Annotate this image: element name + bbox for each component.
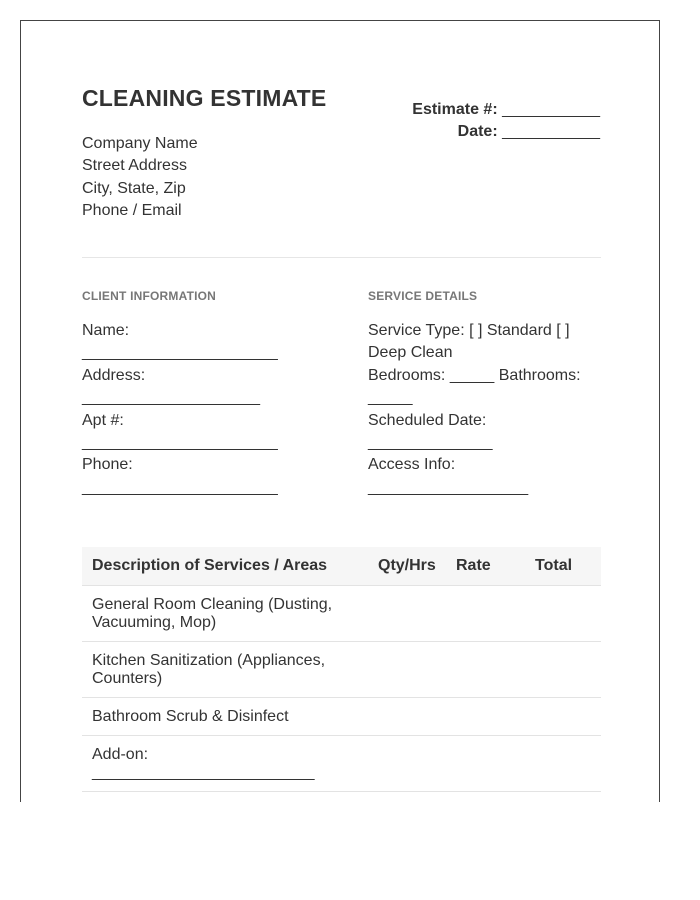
header-divider — [82, 257, 601, 258]
estimate-number-row — [412, 99, 600, 121]
scheduled-date-field: Scheduled Date: ______________ — [368, 411, 493, 452]
date-blank: ___________ — [502, 123, 600, 140]
row-rate — [446, 736, 525, 792]
row-qty — [368, 736, 446, 792]
services-table — [82, 547, 601, 792]
row-total — [525, 642, 601, 698]
row-rate — [446, 642, 525, 698]
client-info-fields — [82, 320, 314, 499]
row-total — [525, 586, 601, 642]
company-contact: Phone / Email — [82, 202, 182, 220]
table-row — [82, 586, 601, 642]
row-rate — [446, 586, 525, 642]
table-row — [82, 698, 601, 736]
row-rate — [446, 698, 525, 736]
table-row — [82, 642, 601, 698]
row-qty — [368, 642, 446, 698]
table-header-row — [82, 547, 601, 586]
client-info-heading: CLIENT INFORMATION — [82, 289, 217, 303]
row-qty — [368, 698, 446, 736]
header-description: Description of Services / Areas — [82, 547, 368, 586]
client-name-field: Name: ______________________ — [82, 322, 278, 362]
client-address-field: Address: ____________________ — [82, 366, 260, 407]
row-description: Kitchen Sanitization (Appliances, Counters) — [82, 642, 368, 698]
header-qty-hrs: Qty/Hrs — [368, 547, 446, 586]
row-description: Bathroom Scrub & Disinfect — [82, 698, 368, 736]
header-rate: Rate — [446, 547, 525, 586]
client-apt-field: Apt #: ______________________ — [82, 411, 278, 452]
estimate-sheet — [20, 20, 660, 802]
row-description: Add-on: _________________________ — [82, 736, 368, 792]
header-total: Total — [525, 547, 601, 586]
row-description: General Room Cleaning (Dusting, Vacuuming, Mop) — [82, 586, 368, 642]
table-row — [82, 736, 601, 792]
service-details-fields — [368, 320, 601, 499]
access-info-field: Access Info: __________________ — [368, 456, 529, 496]
date-label: Date: — [457, 123, 498, 140]
company-info — [82, 133, 198, 223]
estimate-number-label: Estimate #: — [412, 101, 498, 118]
client-phone-field: Phone: ______________________ — [82, 456, 278, 496]
estimate-number-blank: ___________ — [502, 101, 600, 118]
row-qty — [368, 586, 446, 642]
company-city: City, State, Zip — [82, 179, 186, 197]
company-street: Street Address — [82, 157, 187, 175]
service-details-heading: SERVICE DETAILS — [368, 289, 478, 303]
row-total — [525, 736, 601, 792]
row-total — [525, 698, 601, 736]
company-name: Company Name — [82, 135, 198, 152]
estimate-meta — [412, 99, 600, 143]
service-type-field: Service Type: [ ] Standard [ ] Deep Clean — [368, 322, 570, 362]
document-title: CLEANING ESTIMATE — [82, 85, 327, 111]
date-row — [412, 121, 600, 143]
rooms-field: Bedrooms: _____ Bathrooms: _____ — [368, 366, 581, 407]
